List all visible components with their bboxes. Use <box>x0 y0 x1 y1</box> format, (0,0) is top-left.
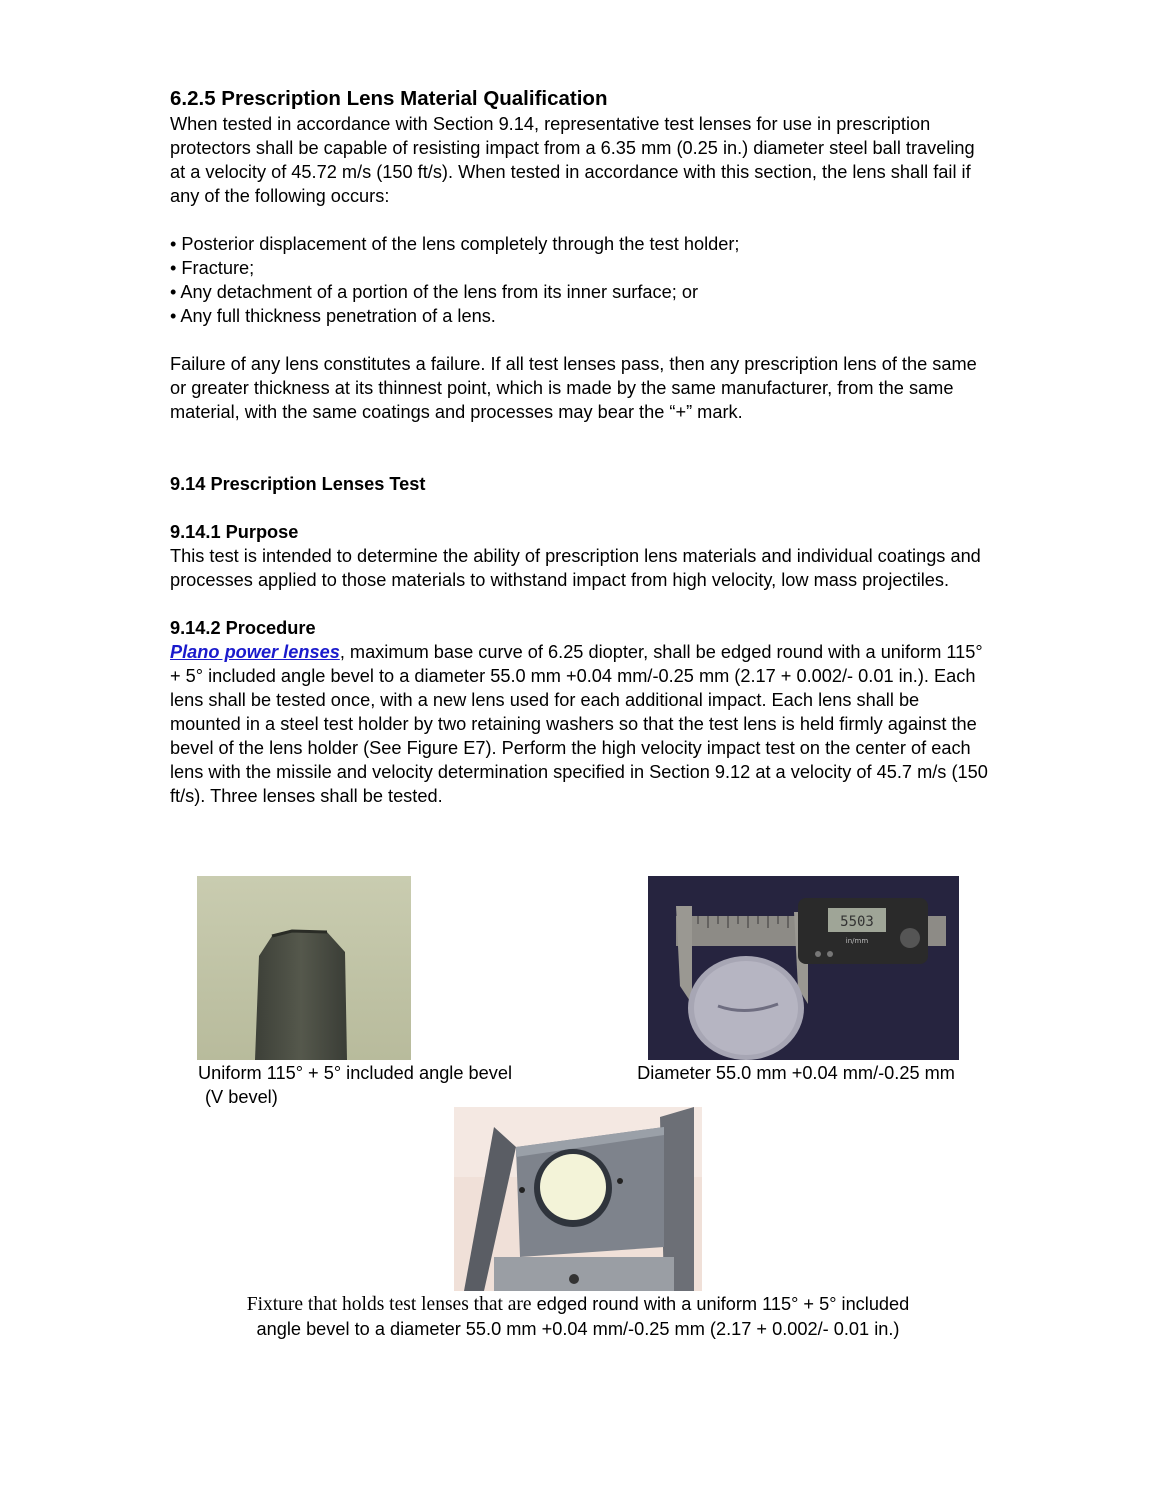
plano-power-lenses-link[interactable]: Plano power lenses <box>170 642 340 662</box>
fixture-caption-serif-part: Fixture that holds test lenses that are <box>246 1294 532 1315</box>
lens-edge-illustration <box>197 876 411 1060</box>
bullet-item: • Any detachment of a portion of the lens from its inner surface; or <box>170 282 699 302</box>
caliper-readout: 5503 <box>840 914 874 930</box>
purpose-text: This test is intended to determine the ability of prescription lens materials and individual coatings and processes applied to those materials to withstand impact from high velocity, low mass projectiles. <box>170 546 981 590</box>
section-914-heading: 9.14 Prescription Lenses Test <box>170 474 426 494</box>
fixture-photo <box>454 1107 702 1291</box>
document-page <box>170 86 990 808</box>
fixture-caption-line1 <box>160 1292 996 1317</box>
fixture-illustration <box>454 1107 702 1291</box>
fixture-caption-line2: angle bevel to a diameter 55.0 mm +0.04 mm/-0.25 mm (2.17 + 0.002/- 0.01 in.) <box>256 1319 900 1339</box>
procedure-text <box>170 640 990 808</box>
fixture-caption <box>160 1292 996 1341</box>
procedure-heading: 9.14.2 Procedure <box>170 618 316 638</box>
bullet-item: • Fracture; <box>170 258 255 278</box>
section-625-para2: Failure of any lens constitutes a failure. If all test lenses pass, then any prescription lens of the same or greater thickness at its thinnest point, which is made by the same manufacturer, from the same material, with the same coatings and processes may bear the “+” mark. <box>170 354 977 422</box>
section-625-heading: 6.2.5 Prescription Lens Material Qualification <box>170 87 608 110</box>
caliper-caption: Diameter 55.0 mm +0.04 mm/-0.25 mm <box>637 1063 955 1083</box>
section-625-para1: When tested in accordance with Section 9.14, representative test lenses for use in prescription protectors shall be capable of resisting impact from a 6.35 mm (0.25 in.) diameter steel ball traveling at a velocity of 45.72 m/s (150 ft/s). When tested in accordance with this section, the lens shall fail if any of the following occurs: <box>170 114 975 206</box>
caliper-photo <box>648 876 959 1060</box>
procedure-body: , maximum base curve of 6.25 diopter, shall be edged round with a uniform 115° + 5° included angle bevel to a diameter 55.0 mm +0.04 mm/-0.25 mm (2.17 + 0.002/- 0.01 in.). Each lens shall be tested once, with a new lens used for each additional impact. Each lens shall be mounted in a steel test holder by two retaining washers so that the test lens is held firmly against the bevel of the lens holder (See Figure E7). Perform the high velocity impact test on the center of each lens with the missile and velocity determination specified in Section 9.12 at a velocity of 45.7 m/s (150 ft/s). Three lenses shall be tested. <box>170 642 988 806</box>
bullet-item: • Any full thickness penetration of a lens. <box>170 306 496 326</box>
caliper-illustration <box>648 876 959 1060</box>
caliper-unit-label: in/mm <box>845 937 869 945</box>
bevel-caption <box>172 1061 538 1109</box>
bevel-caption-line2: (V bevel) <box>205 1087 278 1107</box>
fixture-caption-sans-part: edged round with a uniform 115° + 5° included <box>531 1294 910 1314</box>
bevel-caption-line1: Uniform 115° + 5° included angle bevel <box>198 1063 512 1083</box>
bevel-photo <box>197 876 411 1060</box>
bullet-item: • Posterior displacement of the lens completely through the test holder; <box>170 234 740 254</box>
purpose-heading: 9.14.1 Purpose <box>170 522 299 542</box>
